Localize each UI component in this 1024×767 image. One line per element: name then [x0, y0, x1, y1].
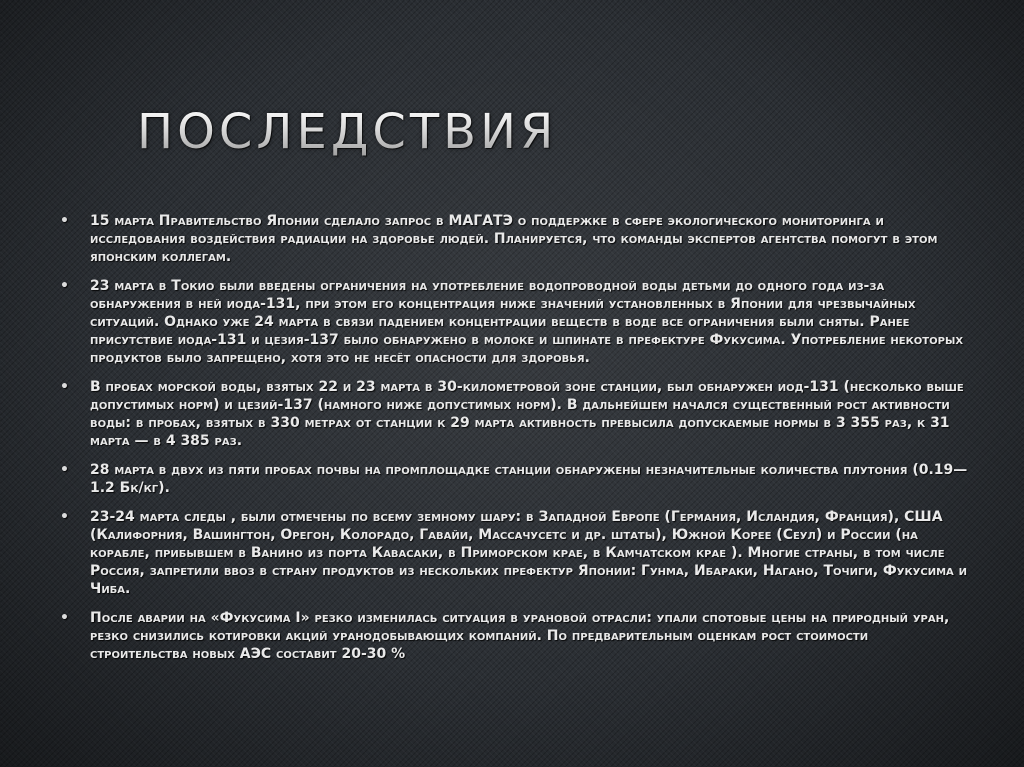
bullet-icon: •	[60, 213, 69, 229]
bullet-icon: •	[60, 509, 69, 525]
bullet-item-uranium-market	[58, 609, 970, 663]
bullet-item-sea-water	[58, 378, 970, 450]
bullet-text: После аварии на «Фукусима I» резко изменилась ситуация в урановой отрасли: упали спотовые цены на природный уран, резко снизились котировки акций уранодобывающих компаний. По предварительным оценкам рост стоимости строительства новых АЭС составит 20-30 %	[90, 610, 950, 662]
bullet-icon: •	[60, 462, 69, 478]
bullet-list	[58, 212, 970, 663]
bullet-item-global-traces	[58, 508, 970, 598]
bullet-text: 28 марта в двух из пяти пробах почвы на промплощадке станции обнаружены незначительные количества плутония (0.19—1.2 Бк/кг).	[90, 462, 968, 496]
bullet-item-plutonium	[58, 461, 970, 497]
bullet-text: 15 марта Правительство Японии сделало запрос в МАГАТЭ о поддержке в сфере экологического мониторинга и исследования воздействия радиации на здоровье людей. Планируется, что команды экспертов агентства помогут в этом японским коллегам.	[90, 213, 938, 265]
slide-content	[58, 212, 970, 674]
bullet-text: 23-24 марта следы , были отмечены по всему земному шару: в Западной Европе (Германия, Исландия, Франция), США (Калифорния, Вашингтон, Орегон, Колорадо, Гавайи, Массачусетс и др. штаты), Южной Корее (Сеул) и России (на корабле, прибывшем в Ванино из порта Кавасаки, в Приморском крае, в Камчатском крае ). Многие страны, в том числе Россия, запретили ввоз в страну продуктов из нескольких префектур Японии: Гунма, Ибараки, Нагано, Точиги, Фукусима и Чиба.	[90, 509, 968, 597]
bullet-icon: •	[60, 278, 69, 294]
bullet-icon: •	[60, 610, 69, 626]
bullet-icon: •	[60, 379, 69, 395]
bullet-item-tap-water	[58, 277, 970, 367]
slide-title: ПОСЛЕДСТВИЯ	[137, 104, 558, 160]
bullet-text: 23 марта в Токио были введены ограничения на употребление водопроводной воды детьми до одного года из-за обнаружения в ней иода-131, при этом его концентрация ниже значений установленных в Японии для чрезвычайных ситуаций. Однако уже 24 марта в связи падением концентрации веществ в воде все ограничения были сняты. Ранее присутствие иода-131 и цезия-137 было обнаружено в молоке и шпинате в префектуре Фукусима. Употребление некоторых продуктов было запрещено, хотя это не несёт опасности для здоровья.	[90, 278, 964, 366]
bullet-text: В пробах морской воды, взятых 22 и 23 марта в 30-километровой зоне станции, был обнаружен иод-131 (несколько выше допустимых норм) и цезий-137 (намного ниже допустимых норм). В дальнейшем начался существенный рост активности воды: в пробах, взятых в 330 метрах от станции к 29 марта активность превысила допускаемые нормы в 3 355 раз, к 31 марта — в 4 385 раз.	[90, 379, 964, 449]
bullet-item-monitoring	[58, 212, 970, 266]
